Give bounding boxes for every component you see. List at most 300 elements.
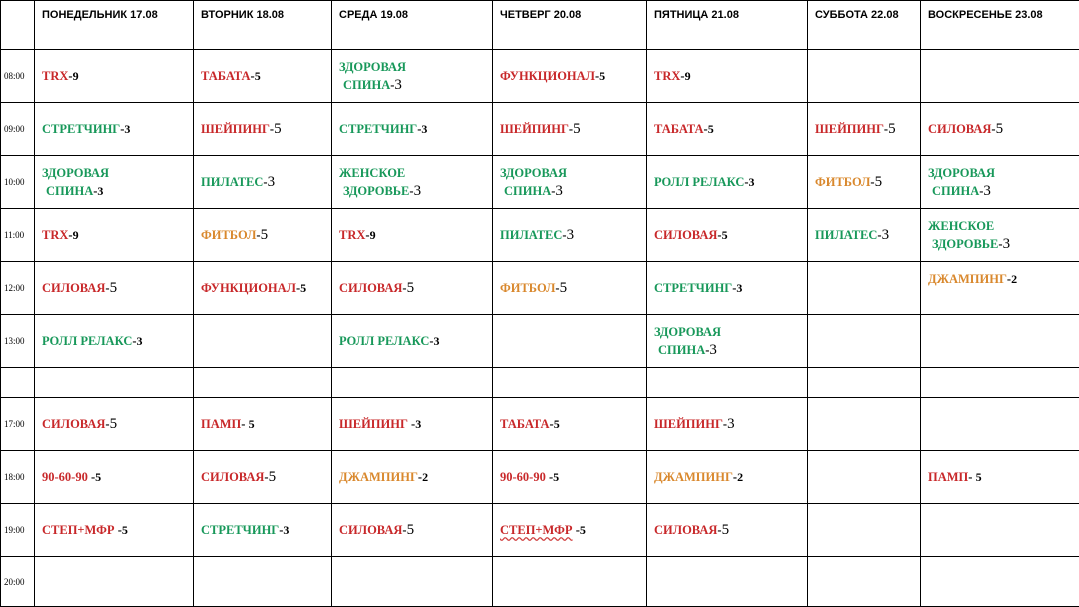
class-name-line bbox=[201, 415, 331, 433]
separator: - bbox=[409, 184, 414, 198]
class-cell bbox=[332, 50, 493, 103]
class-entry bbox=[500, 164, 646, 200]
separator: - bbox=[105, 417, 110, 431]
class-name-line bbox=[500, 182, 646, 200]
capacity-count: 3 bbox=[283, 523, 290, 537]
class-name: ЗДОРОВЬЕ bbox=[343, 184, 410, 198]
class-entry bbox=[654, 226, 807, 244]
time-label: 09:00 bbox=[1, 103, 35, 156]
class-entry bbox=[201, 120, 331, 138]
class-name: СПИНА bbox=[343, 78, 391, 92]
class-cell bbox=[493, 398, 647, 451]
class-name-line bbox=[42, 120, 193, 138]
class-entry bbox=[42, 521, 193, 539]
class-name: СИЛОВАЯ bbox=[928, 122, 992, 136]
empty-cell bbox=[921, 315, 1079, 368]
separator: - bbox=[402, 523, 407, 537]
class-entry bbox=[201, 67, 331, 85]
time-label: 08:00 bbox=[1, 50, 35, 103]
class-entry bbox=[42, 164, 193, 200]
class-name-line bbox=[500, 120, 646, 138]
class-cell bbox=[332, 398, 493, 451]
class-cell bbox=[194, 50, 332, 103]
class-name-line bbox=[500, 468, 646, 486]
separator: - bbox=[417, 470, 423, 484]
class-name: ПАМП bbox=[201, 417, 242, 431]
time-slot-row bbox=[1, 451, 1079, 504]
time-slot-row bbox=[1, 262, 1079, 315]
class-name-line bbox=[201, 468, 331, 486]
class-entry bbox=[201, 521, 331, 539]
separator: - bbox=[132, 334, 137, 348]
class-entry bbox=[654, 468, 807, 486]
class-entry bbox=[654, 120, 807, 138]
separator: - bbox=[429, 334, 434, 348]
capacity-count: 5 bbox=[559, 280, 568, 296]
class-cell bbox=[194, 504, 332, 557]
capacity-count: 5 bbox=[260, 227, 269, 243]
empty-cell bbox=[493, 368, 647, 398]
empty-cell bbox=[808, 50, 921, 103]
class-name-line bbox=[654, 173, 807, 191]
class-name: СПИНА bbox=[46, 184, 94, 198]
class-name-line bbox=[201, 67, 331, 85]
class-cell bbox=[194, 156, 332, 209]
class-cell bbox=[493, 50, 647, 103]
empty-cell bbox=[647, 557, 808, 607]
class-name-line bbox=[201, 226, 331, 244]
class-entry bbox=[42, 332, 193, 350]
class-cell bbox=[332, 156, 493, 209]
capacity-count: 2 bbox=[422, 470, 429, 484]
day-header-friday: ПЯТНИЦА 21.08 bbox=[647, 1, 808, 50]
separator: - bbox=[998, 237, 1003, 251]
class-entry bbox=[654, 323, 807, 359]
class-entry bbox=[654, 279, 807, 297]
class-name: ТАБАТА bbox=[500, 417, 550, 431]
time-slot-row bbox=[1, 209, 1079, 262]
class-name: 90-60-90 bbox=[500, 470, 546, 484]
separator: - bbox=[680, 69, 685, 83]
class-name-line bbox=[42, 67, 193, 85]
separator: - bbox=[87, 470, 96, 484]
separator: - bbox=[968, 470, 976, 484]
class-name-line bbox=[654, 279, 807, 297]
empty-cell bbox=[647, 368, 808, 398]
class-cell bbox=[493, 209, 647, 262]
capacity-count: 3 bbox=[267, 174, 276, 190]
capacity-count: 9 bbox=[684, 69, 691, 83]
capacity-count: 3 bbox=[433, 334, 440, 348]
class-entry bbox=[42, 67, 193, 85]
capacity-count: 5 bbox=[975, 470, 982, 484]
class-name-line bbox=[815, 120, 920, 138]
empty-cell bbox=[194, 557, 332, 607]
class-name-line bbox=[42, 164, 193, 182]
capacity-count: 5 bbox=[707, 122, 714, 136]
class-name-line bbox=[654, 120, 807, 138]
empty-cell bbox=[808, 315, 921, 368]
class-entry bbox=[42, 468, 193, 486]
class-name-line bbox=[339, 164, 492, 182]
capacity-count: 3 bbox=[124, 122, 131, 136]
class-name-line bbox=[42, 415, 193, 433]
empty-cell bbox=[194, 368, 332, 398]
empty-cell bbox=[332, 368, 493, 398]
empty-cell bbox=[921, 368, 1079, 398]
class-cell bbox=[332, 209, 493, 262]
capacity-count: 5 bbox=[874, 174, 883, 190]
class-name-line bbox=[500, 164, 646, 182]
class-name: СПИНА bbox=[504, 184, 552, 198]
capacity-count: 3 bbox=[881, 227, 890, 243]
class-entry bbox=[339, 332, 492, 350]
class-name-line bbox=[815, 226, 920, 244]
class-entry bbox=[201, 173, 331, 191]
class-cell bbox=[194, 398, 332, 451]
time-label: 12:00 bbox=[1, 262, 35, 315]
capacity-count: 3 bbox=[727, 416, 735, 432]
time-slot-row bbox=[1, 315, 1079, 368]
capacity-count: 5 bbox=[121, 523, 128, 537]
class-name-line bbox=[654, 67, 807, 85]
separator: - bbox=[568, 122, 574, 136]
class-cell bbox=[35, 156, 194, 209]
class-entry bbox=[815, 226, 920, 244]
class-name-line bbox=[42, 279, 193, 297]
class-cell bbox=[921, 209, 1079, 262]
capacity-count: 5 bbox=[406, 522, 415, 538]
class-cell bbox=[647, 209, 808, 262]
time-label: 11:00 bbox=[1, 209, 35, 262]
class-entry bbox=[201, 226, 331, 244]
class-entry bbox=[654, 521, 807, 539]
class-name: ЗДОРОВЬЕ bbox=[932, 237, 999, 251]
class-cell bbox=[194, 262, 332, 315]
class-entry bbox=[815, 173, 920, 191]
separator: - bbox=[732, 281, 737, 295]
separator: - bbox=[717, 523, 722, 537]
capacity-count: 3 bbox=[421, 122, 428, 136]
class-name: СИЛОВАЯ bbox=[339, 523, 403, 537]
capacity-count: 3 bbox=[748, 175, 755, 189]
class-name: TRX bbox=[339, 228, 366, 242]
class-name: ДЖАМПИНГ bbox=[928, 272, 1007, 286]
class-name-line bbox=[928, 235, 1079, 253]
class-name: ЗДОРОВАЯ bbox=[339, 60, 407, 74]
capacity-count: 5 bbox=[268, 469, 277, 485]
class-name-line bbox=[42, 226, 193, 244]
class-name: СТРЕТЧИНГ bbox=[201, 523, 280, 537]
class-name-line bbox=[928, 468, 1079, 486]
class-cell bbox=[647, 262, 808, 315]
class-cell bbox=[921, 103, 1079, 156]
capacity-count: 5 bbox=[573, 121, 581, 137]
time-slot-row bbox=[1, 50, 1079, 103]
class-entry bbox=[928, 217, 1079, 253]
class-name-line bbox=[42, 332, 193, 350]
class-name: ПАМП bbox=[928, 470, 969, 484]
empty-cell bbox=[808, 398, 921, 451]
capacity-count: 3 bbox=[983, 183, 991, 199]
separator: - bbox=[256, 228, 261, 242]
empty-cell bbox=[808, 557, 921, 607]
class-name: ФИТБОЛ bbox=[500, 281, 556, 295]
capacity-count: 3 bbox=[136, 334, 143, 348]
separator: - bbox=[555, 281, 560, 295]
separator: - bbox=[68, 69, 73, 83]
class-name-line bbox=[928, 164, 1079, 182]
class-name-line bbox=[500, 279, 646, 297]
capacity-count: 5 bbox=[406, 280, 415, 296]
class-name-line bbox=[201, 120, 331, 138]
class-name: ЖЕНСКОЕ bbox=[339, 166, 406, 180]
capacity-count: 5 bbox=[274, 121, 282, 137]
class-cell bbox=[35, 398, 194, 451]
class-name-line bbox=[654, 323, 807, 341]
class-cell bbox=[332, 103, 493, 156]
separator: - bbox=[365, 228, 370, 242]
class-name-line bbox=[654, 468, 807, 486]
capacity-count: 9 bbox=[72, 69, 79, 83]
class-cell bbox=[493, 504, 647, 557]
capacity-count: 3 bbox=[566, 227, 575, 243]
empty-cell bbox=[808, 262, 921, 315]
class-entry bbox=[339, 415, 492, 433]
separator: - bbox=[295, 281, 301, 295]
separator: - bbox=[105, 281, 110, 295]
class-name: ЗДОРОВАЯ bbox=[42, 166, 110, 180]
class-cell bbox=[35, 262, 194, 315]
class-cell bbox=[35, 50, 194, 103]
separator: - bbox=[1006, 272, 1012, 286]
separator: - bbox=[68, 228, 73, 242]
class-name: СТЕП+МФР bbox=[42, 523, 115, 537]
class-cell bbox=[332, 262, 493, 315]
class-name: 90-60-90 bbox=[42, 470, 88, 484]
empty-cell bbox=[808, 504, 921, 557]
class-entry bbox=[339, 120, 492, 138]
class-cell bbox=[647, 315, 808, 368]
class-entry bbox=[339, 468, 492, 486]
class-name: СИЛОВАЯ bbox=[42, 281, 106, 295]
separator: - bbox=[594, 69, 600, 83]
separator: - bbox=[732, 470, 738, 484]
class-name: ШЕЙПИНГ bbox=[815, 122, 884, 136]
capacity-count: 3 bbox=[415, 417, 422, 431]
separator: - bbox=[250, 69, 255, 83]
class-cell bbox=[808, 103, 921, 156]
empty-cell bbox=[35, 368, 194, 398]
class-entry bbox=[42, 120, 193, 138]
class-cell bbox=[493, 262, 647, 315]
capacity-count: 2 bbox=[1011, 272, 1018, 286]
capacity-count: 2 bbox=[737, 470, 744, 484]
separator: - bbox=[402, 281, 407, 295]
capacity-count: 5 bbox=[721, 522, 730, 538]
time-slot-row bbox=[1, 156, 1079, 209]
class-entry bbox=[928, 270, 1079, 288]
class-cell bbox=[332, 451, 493, 504]
class-cell bbox=[647, 103, 808, 156]
class-name-line bbox=[339, 182, 492, 200]
day-header-sunday: ВОСКРЕСЕНЬЕ 23.08 bbox=[921, 1, 1079, 50]
spacer-row bbox=[1, 368, 1079, 398]
class-entry bbox=[500, 468, 646, 486]
separator: - bbox=[717, 228, 722, 242]
class-entry bbox=[339, 279, 492, 297]
class-cell bbox=[493, 103, 647, 156]
day-header-tuesday: ВТОРНИК 18.08 bbox=[194, 1, 332, 50]
class-entry bbox=[42, 415, 193, 433]
class-name: СИЛОВАЯ bbox=[654, 228, 718, 242]
capacity-count: 3 bbox=[394, 77, 402, 93]
capacity-count: 3 bbox=[1002, 236, 1011, 252]
class-name: ШЕЙПИНГ bbox=[654, 417, 723, 431]
class-cell bbox=[647, 50, 808, 103]
capacity-count: 5 bbox=[95, 470, 102, 484]
empty-cell bbox=[493, 557, 647, 607]
header-row bbox=[1, 1, 1079, 50]
class-cell bbox=[493, 451, 647, 504]
capacity-count: 3 bbox=[97, 184, 104, 198]
class-name-line bbox=[339, 279, 492, 297]
class-name-line bbox=[654, 341, 807, 359]
class-entry bbox=[339, 58, 492, 94]
class-entry bbox=[500, 415, 646, 433]
class-entry bbox=[42, 279, 193, 297]
separator: - bbox=[562, 228, 567, 242]
time-slot-row bbox=[1, 103, 1079, 156]
class-name: РОЛЛ РЕЛАКС bbox=[654, 175, 745, 189]
separator: - bbox=[93, 184, 98, 198]
class-entry bbox=[500, 120, 646, 138]
separator: - bbox=[705, 343, 710, 357]
empty-cell bbox=[921, 398, 1079, 451]
class-name-line bbox=[42, 468, 193, 486]
capacity-count: 5 bbox=[579, 523, 586, 537]
capacity-count: 3 bbox=[555, 183, 563, 199]
class-entry bbox=[654, 173, 807, 191]
time-label bbox=[1, 368, 35, 398]
time-slot-row bbox=[1, 557, 1079, 607]
capacity-count: 5 bbox=[248, 417, 255, 431]
class-name-line bbox=[201, 173, 331, 191]
class-cell bbox=[194, 451, 332, 504]
class-name: СИЛОВАЯ bbox=[339, 281, 403, 295]
class-cell bbox=[35, 103, 194, 156]
class-name: ПИЛАТЕС bbox=[201, 175, 264, 189]
class-name: СПИНА bbox=[658, 343, 706, 357]
separator: - bbox=[979, 184, 984, 198]
capacity-count: 3 bbox=[413, 183, 422, 199]
time-slot-row bbox=[1, 504, 1079, 557]
separator: - bbox=[279, 523, 284, 537]
separator: - bbox=[407, 417, 416, 431]
empty-cell bbox=[921, 557, 1079, 607]
capacity-count: 5 bbox=[300, 281, 307, 295]
class-name: ФУНКЦИОНАЛ bbox=[201, 281, 296, 295]
class-name-line bbox=[339, 521, 492, 539]
class-name-line bbox=[928, 182, 1079, 200]
empty-cell bbox=[493, 315, 647, 368]
class-name: ПИЛАТЕС bbox=[815, 228, 878, 242]
separator: - bbox=[241, 417, 249, 431]
class-name: ШЕЙПИНГ bbox=[201, 122, 270, 136]
separator: - bbox=[549, 417, 554, 431]
separator: - bbox=[120, 122, 125, 136]
class-name: ЗДОРОВАЯ bbox=[654, 325, 722, 339]
class-name: ПИЛАТЕС bbox=[500, 228, 563, 242]
separator: - bbox=[877, 228, 882, 242]
class-name: ШЕЙПИНГ bbox=[339, 417, 408, 431]
separator: - bbox=[883, 122, 889, 136]
capacity-count: 5 bbox=[888, 121, 896, 137]
capacity-count: 5 bbox=[553, 417, 560, 431]
day-header-monday: ПОНЕДЕЛЬНИК 17.08 bbox=[35, 1, 194, 50]
class-name-line bbox=[500, 226, 646, 244]
time-label: 13:00 bbox=[1, 315, 35, 368]
class-cell bbox=[194, 103, 332, 156]
class-name: ТАБАТА bbox=[201, 69, 251, 83]
class-entry bbox=[339, 521, 492, 539]
class-cell bbox=[647, 156, 808, 209]
empty-cell bbox=[921, 504, 1079, 557]
time-label: 20:00 bbox=[1, 557, 35, 607]
empty-cell bbox=[808, 368, 921, 398]
class-name: СИЛОВАЯ bbox=[654, 523, 718, 537]
class-name-line bbox=[339, 332, 492, 350]
separator: - bbox=[114, 523, 122, 537]
class-cell bbox=[332, 315, 493, 368]
class-name: СТЕП+МФР bbox=[500, 523, 573, 537]
time-label: 18:00 bbox=[1, 451, 35, 504]
capacity-count: 5 bbox=[995, 121, 1004, 137]
class-entry bbox=[500, 521, 646, 539]
time-slot-row bbox=[1, 398, 1079, 451]
capacity-count: 5 bbox=[109, 416, 118, 432]
time-label: 17:00 bbox=[1, 398, 35, 451]
class-name-line bbox=[339, 468, 492, 486]
class-entry bbox=[500, 67, 646, 85]
class-cell bbox=[808, 209, 921, 262]
separator: - bbox=[545, 470, 554, 484]
capacity-count: 5 bbox=[254, 69, 261, 83]
class-cell bbox=[921, 451, 1079, 504]
class-name: СИЛОВАЯ bbox=[42, 417, 106, 431]
class-cell bbox=[808, 156, 921, 209]
class-cell bbox=[493, 156, 647, 209]
capacity-count: 5 bbox=[553, 470, 560, 484]
class-name-line bbox=[339, 120, 492, 138]
class-name-line bbox=[339, 415, 492, 433]
class-cell bbox=[35, 504, 194, 557]
class-cell bbox=[921, 156, 1079, 209]
class-name: СПИНА bbox=[932, 184, 980, 198]
capacity-count: 5 bbox=[599, 69, 606, 83]
separator: - bbox=[572, 523, 580, 537]
class-entry bbox=[500, 279, 646, 297]
time-column-header bbox=[1, 1, 35, 50]
class-entry bbox=[928, 468, 1079, 486]
day-header-thursday: ЧЕТВЕРГ 20.08 bbox=[493, 1, 647, 50]
class-cell bbox=[194, 209, 332, 262]
class-entry bbox=[339, 164, 492, 200]
class-name-line bbox=[654, 415, 807, 433]
class-cell bbox=[35, 209, 194, 262]
class-name-line bbox=[339, 76, 492, 94]
class-entry bbox=[201, 279, 331, 297]
